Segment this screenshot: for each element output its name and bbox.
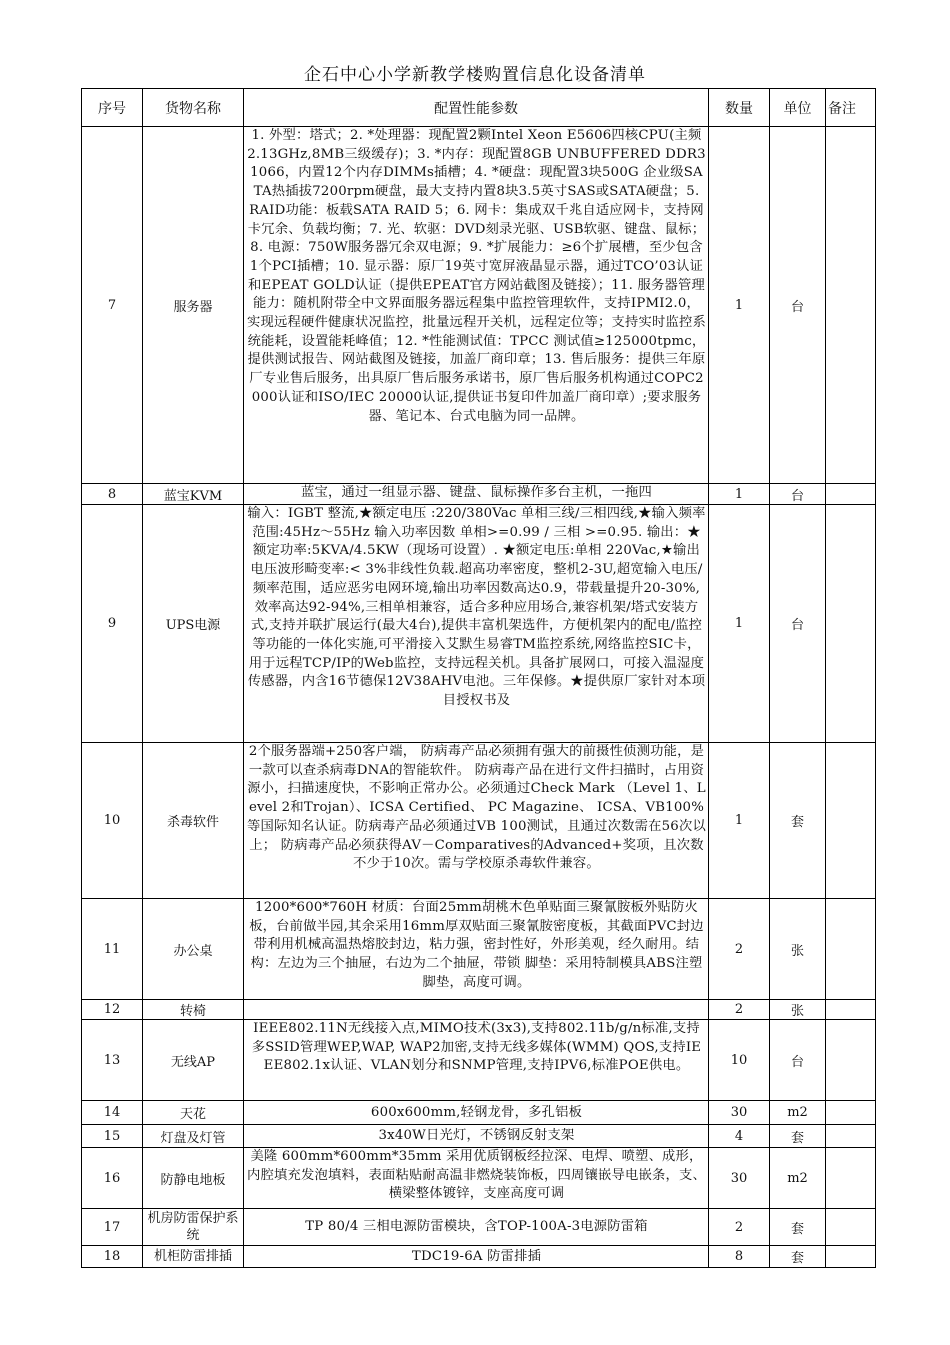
cell-memo: [826, 899, 876, 1000]
cell-no: 12: [82, 1000, 143, 1020]
cell-name: 蓝宝KVM: [143, 484, 244, 505]
cell-name: UPS电源: [143, 505, 244, 743]
cell-spec: TP 80/4 三相电源防雷模块，含TOP-100A-3电源防雷箱: [305, 1219, 648, 1234]
cell-unit: 张: [770, 1000, 826, 1020]
table-row: [82, 899, 876, 1000]
cell-no: 14: [82, 1101, 143, 1125]
cell-qty: 10: [709, 1020, 770, 1101]
document-title: 企石中心小学新教学楼购置信息化设备清单: [304, 65, 646, 85]
cell-qty: 2: [709, 1000, 770, 1020]
cell-qty: 8: [709, 1246, 770, 1268]
cell-qty: 2: [709, 899, 770, 1000]
cell-qty: 1: [709, 127, 770, 484]
cell-memo: [826, 1246, 876, 1268]
cell-unit: 套: [770, 1209, 826, 1246]
cell-spec: [247, 1000, 706, 1019]
cell-memo: [826, 484, 876, 505]
cell-spec: 美隆 600mm*600mm*35mm 采用优质钢板经拉深、电焊、喷塑、成形，内腔填充发泡填料，表面粘贴耐高温非燃烧装饰板，四周镶嵌导电嵌条，支、横梁整体镀锌，支座高度可调: [247, 1149, 706, 1202]
cell-spec: 蓝宝，通过一组显示器、键盘、鼠标操作多台主机，一拖四: [301, 485, 652, 500]
table-row: [82, 1101, 876, 1125]
cell-name: 天花: [143, 1101, 244, 1125]
cell-qty: 1: [709, 743, 770, 899]
cell-name: 办公桌: [143, 899, 244, 1000]
cell-spec: 输入：IGBT 整流,★额定电压 :220/380Vac 单相三线/三相四线,★输入频率范围:45Hz～55Hz 输入功率因数 单相>=0.99 / 三相 >=0.95. 输出：★额定功率:5KVA/4.5KW（现场可设置）. ★额定电压:单相 220Vac,★输出电压波形畸变率:< 3%非线性负载.超高功率密度，整机2-3U,超宽输入电压/频率范围，适应恶劣电网环境,输出功率因数高达0.9，带载量提升20-30%,效率高达92-94%,三相单相兼容，适合多种应用场合,兼容机架/塔式安装方式,支持并联扩展运行(最大4台),提供丰富机架选件，方便机架内的配电/监控等功能的一体化实施,可平滑接入艾默生易睿TM监控系统,网络监控SIC卡，用于远程TCP/IP的Web监控，支持远程关机。具备扩展网口，可接入温湿度传感器，内含16节德保12V38AHV电池。三年保修。★提供原厂家针对本项目授权书及: [247, 506, 706, 709]
cell-unit: 套: [770, 743, 826, 899]
cell-name: 防静电地板: [143, 1148, 244, 1209]
table-row: [82, 1246, 876, 1268]
header-no: 序号: [82, 89, 143, 127]
cell-memo: [826, 1125, 876, 1148]
cell-name: 服务器: [143, 127, 244, 484]
cell-no: 7: [82, 127, 143, 484]
cell-no: 11: [82, 899, 143, 1000]
cell-name: 机柜防雷排插: [143, 1246, 244, 1268]
cell-qty: 30: [709, 1148, 770, 1209]
table-row: [82, 1020, 876, 1101]
header-memo: 备注: [826, 89, 876, 127]
cell-unit: 套: [770, 1125, 826, 1148]
cell-spec: IEEE802.11N无线接入点,MIMO技术(3x3),支持802.11b/g/n标准,支持多SSID管理WEP,WAP, WAP2加密,支持无线多媒体(WMM) QOS,支持IEEE802.1x认证、VLAN划分和SNMP管理,支持IPV6,标准POE供电。: [251, 1021, 702, 1074]
table-row: [82, 1000, 876, 1020]
cell-no: 9: [82, 505, 143, 743]
table-row: [82, 743, 876, 899]
cell-qty: 1: [709, 505, 770, 743]
cell-no: 15: [82, 1125, 143, 1148]
table-row: [82, 127, 876, 484]
cell-name: 无线AP: [143, 1020, 244, 1101]
cell-unit: m2: [770, 1148, 826, 1209]
cell-memo: [826, 1000, 876, 1020]
cell-memo: [826, 127, 876, 484]
cell-qty: 4: [709, 1125, 770, 1148]
cell-memo: [826, 1101, 876, 1125]
cell-memo: [826, 1020, 876, 1101]
cell-no: 17: [82, 1209, 143, 1246]
cell-unit: 台: [770, 127, 826, 484]
cell-unit: 套: [770, 1246, 826, 1268]
cell-spec: 2个服务器端+250客户端， 防病毒产品必须拥有强大的前摄性侦测功能，是一款可以查杀病毒DNA的智能软件。 防病毒产品在进行文件扫描时，占用资源小，扫描速度快，不影响正常办公。必须通过Check Mark （Level 1、Level 2和Trojan）、ICSA Certified、 PC Magazine、 ICSA、VB100%等国际知名认证。防病毒产品必须通过VB 100测试，且通过次数需在56次以上； 防病毒产品必须获得AV－Comparatives的Advanced+奖项，且次数不少于10次。需与学校原杀毒软件兼容。: [247, 744, 706, 872]
cell-name: 转椅: [143, 1000, 244, 1020]
cell-name: 机房防雷保护系统: [143, 1209, 244, 1246]
header-qty: 数量: [709, 89, 770, 127]
cell-spec: 600x600mm,轻钢龙骨，多孔铝板: [370, 1105, 583, 1120]
equipment-table: [81, 88, 876, 1268]
cell-spec: 1200*600*760H 材质：台面25mm胡桃木色单贴面三聚氰胺板外贴防火板，台前做半园,其余采用16mm厚双贴面三聚氰胺密度板，其截面PVC封边带利用机械高温热熔胶封边，粘力强，密封性好，外形美观，经久耐用。结构：左边为三个抽屉，右边为二个抽屉，带锁 脚垫：采用特制模具ABS注塑脚垫，高度可调。: [249, 900, 704, 990]
cell-no: 13: [82, 1020, 143, 1101]
cell-name: 杀毒软件: [143, 743, 244, 899]
cell-memo: [826, 1209, 876, 1246]
table-row: [82, 1209, 876, 1246]
cell-unit: 张: [770, 899, 826, 1000]
cell-unit: 台: [770, 484, 826, 505]
cell-unit: m2: [770, 1101, 826, 1125]
cell-no: 16: [82, 1148, 143, 1209]
cell-qty: 30: [709, 1101, 770, 1125]
table-header-row: [82, 89, 876, 127]
cell-spec: 3x40W日光灯，不锈钢反射支架: [378, 1128, 575, 1143]
table-row: [82, 1125, 876, 1148]
cell-unit: 台: [770, 505, 826, 743]
cell-no: 18: [82, 1246, 143, 1268]
cell-qty: 2: [709, 1209, 770, 1246]
table-row: [82, 1148, 876, 1209]
cell-spec: TDC19-6A 防雷排插: [411, 1249, 542, 1264]
cell-memo: [826, 505, 876, 743]
header-unit: 单位: [770, 89, 826, 127]
cell-qty: 1: [709, 484, 770, 505]
cell-name: 灯盘及灯管: [143, 1125, 244, 1148]
cell-no: 8: [82, 484, 143, 505]
header-spec: 配置性能参数: [244, 89, 709, 127]
table-row: [82, 484, 876, 505]
cell-unit: 台: [770, 1020, 826, 1101]
cell-no: 10: [82, 743, 143, 899]
header-name: 货物名称: [143, 89, 244, 127]
table-row: [82, 505, 876, 743]
cell-memo: [826, 1148, 876, 1209]
cell-memo: [826, 743, 876, 899]
cell-spec: 1. 外型：塔式；2. *处理器：现配置2颗Intel Xeon E5606四核CPU(主频2.13GHz,8MB三级缓存)；3. *内存：现配置8GB UNBUFFERED DDR3 1066，内置12个内存DIMMs插槽；4. *硬盘：现配置3块500G 企业级SATA热插拔7200rpm硬盘，最大支持内置8块3.5英寸SAS或SATA硬盘；5. RAID功能：板载SATA RAID 5；6. 网卡：集成双千兆自适应网卡，支持网卡冗余、负载均衡；7. 光、软驱：DVD刻录光驱、USB软驱、键盘、鼠标；8. 电源：750W服务器冗余双电源；9. *扩展能力：≥6个扩展槽，至少包含1个PCI插槽；10. 显示器：原厂19英寸宽屏液晶显示器，通过TCO’03认证和EPEAT GOLD认证（提供EPEAT官方网站截图及链接）；11. 服务器管理能力：随机附带全中文界面服务器远程集中监控管理软件，支持IPMI2.0，实现远程硬件健康状况监控，批量远程开关机，远程定位等；支持实时监控系统能耗，设置能耗峰值；12. *性能测试值：TPCC 测试值≥125000tpmc，提供测试报告、网站截图及链接，加盖厂商印章；13. 售后服务：提供三年原厂专业售后服务，出具原厂售后服务承诺书，原厂售后服务机构通过COPC2000认证和ISO/IEC 20000认证,提供证书复印件加盖厂商印章）;要求服务器、笔记本、台式电脑为同一品牌。: [247, 128, 706, 424]
